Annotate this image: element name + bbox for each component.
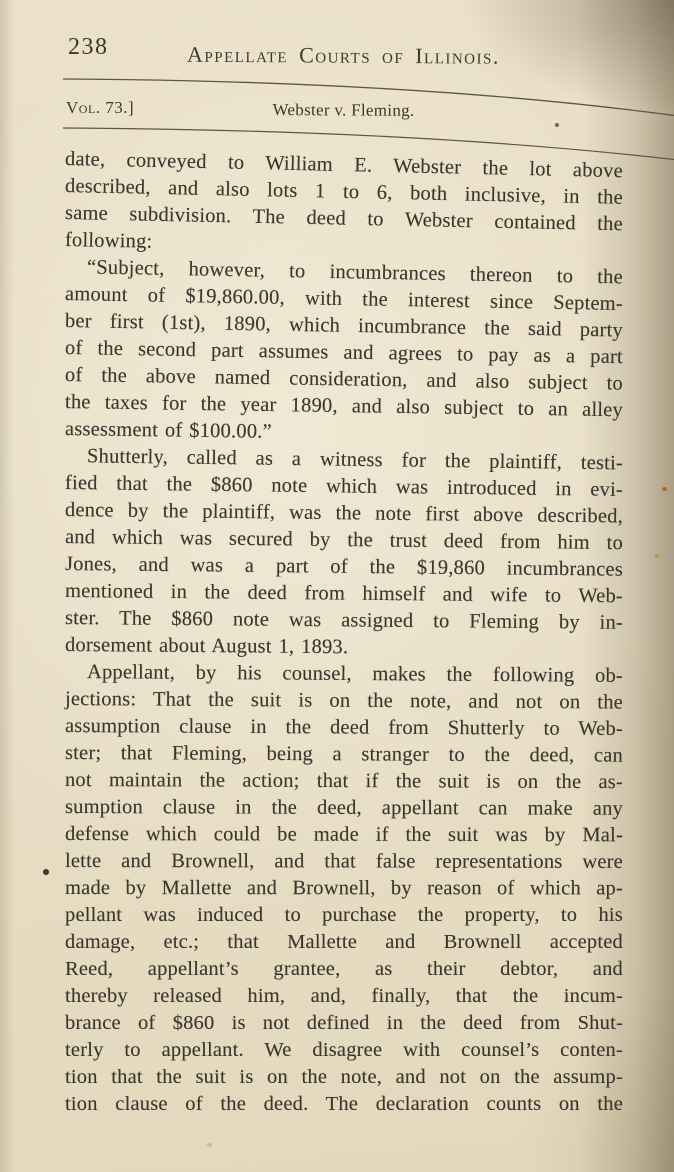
text-line: fied that the $860 note which was introduced in evi-: [64, 472, 624, 501]
text-line: date, conveyed to William E. Webster the lot above: [64, 148, 624, 183]
text-line: of the second part assumes and agrees to pay as a part: [64, 337, 624, 369]
text-line: Jones, and was a part of the $19,860 incumbrances: [64, 553, 624, 581]
body-text: [65, 146, 623, 1118]
ink-speck: [555, 123, 559, 127]
ink-speck: [207, 1143, 212, 1147]
running-head: Appellate Courts of Illinois.: [187, 41, 500, 69]
page-number: 238: [68, 34, 109, 60]
text-line: mentioned in the deed from himself and wife to Web-: [64, 580, 624, 608]
text-line: dence by the plaintiff, was the note first above described,: [64, 499, 624, 528]
text-line: Appellant, by his counsel, makes the following ob-: [86, 661, 624, 687]
text-line: lette and Brownell, and that false representations were: [64, 850, 624, 873]
text-line: the taxes for the year 1890, and also subject to an alley: [64, 391, 624, 422]
ink-speck: [655, 554, 659, 558]
text-line: sumption clause in the deed, appellant can make any: [64, 796, 624, 820]
text-line: Reed, appellant’s grantee, as their debtor, and: [65, 958, 623, 980]
text-line: made by Mallette and Brownell, by reason of which ap-: [64, 877, 624, 900]
volume-label: Vol. 73.]: [66, 98, 135, 117]
text-line: ster. The $860 note was assigned to Fleming by in-: [64, 607, 624, 634]
text-line: “Subject, however, to incumbrances thereon to the: [86, 256, 624, 289]
ink-speck: [43, 869, 49, 875]
text-line: pellant was induced to purchase the property, to his: [65, 904, 623, 926]
text-line: brance of $860 is not defined in the deed from Shut-: [65, 1012, 623, 1034]
text-line: of the above named consideration, and also subject to: [64, 364, 624, 395]
text-line: ber first (1st), 1890, which incumbrance the said party: [64, 310, 624, 342]
text-line: defense which could be made if the suit was by Mal-: [64, 823, 624, 847]
text-line: following:: [64, 229, 153, 253]
ink-speck: [662, 487, 667, 491]
text-line: ster; that Fleming, being a stranger to the deed, can: [64, 742, 624, 767]
text-line: dorsement about August 1, 1893.: [64, 634, 349, 659]
text-line: jections: That the suit is on the note, and not on the: [64, 688, 624, 714]
text-line: assessment of $100.00.”: [64, 418, 273, 443]
text-line: same subdivision. The deed to Webster contained the: [64, 202, 624, 236]
case-title: Webster v. Fleming.: [272, 100, 415, 120]
text-line: not maintain the action; that if the suit is on the as-: [64, 769, 624, 794]
text-line: thereby released him, and, finally, that the incum-: [65, 985, 623, 1007]
text-line: tion clause of the deed. The declaration counts on the: [65, 1093, 623, 1115]
text-line: and which was secured by the trust deed from him to: [64, 526, 624, 555]
text-line: amount of $19,860.00, with the interest since Septem-: [64, 283, 624, 316]
text-line: assumption clause in the deed from Shutterly to Web-: [64, 715, 624, 741]
text-line: Shutterly, called as a witness for the plaintiff, testi-: [86, 445, 624, 475]
text-line: damage, etc.; that Mallette and Brownell accepted: [65, 931, 623, 953]
text-line: described, and also lots 1 to 6, both inclusive, in the: [64, 175, 624, 209]
text-line: tion that the suit is on the note, and not on the assump-: [65, 1066, 623, 1088]
text-line: terly to appellant. We disagree with counsel’s conten-: [65, 1039, 623, 1061]
